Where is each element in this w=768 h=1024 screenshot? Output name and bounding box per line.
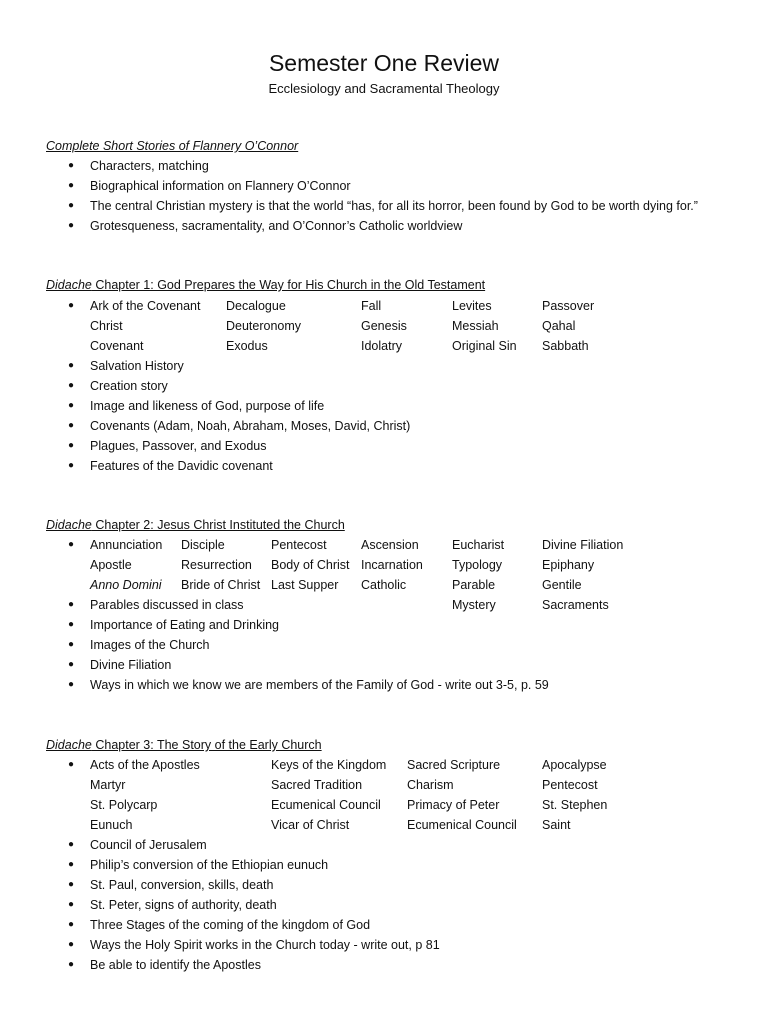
section-heading-flannery: [46, 137, 298, 155]
list-item-text: St. Paul, conversion, skills, death: [90, 878, 274, 892]
term: Pentecost: [271, 538, 327, 552]
term: Sacred Tradition: [271, 778, 363, 792]
list-item-text: Biographical information on Flannery O’Connor: [90, 179, 351, 193]
term-row: [0, 775, 768, 795]
list-item-text: Ways the Holy Spirit works in the Church today - write out, p 81: [90, 938, 440, 952]
term: Apostle: [90, 558, 132, 572]
term: Vicar of Christ: [271, 818, 350, 832]
list-item: [0, 895, 768, 915]
term: Epiphany: [542, 558, 595, 572]
term: Christ: [90, 319, 123, 333]
term: Fall: [361, 299, 382, 313]
section-heading-chapter2: [46, 516, 345, 534]
list-item: [0, 635, 768, 655]
list-item: [0, 436, 768, 456]
term: Charism: [407, 778, 454, 792]
list-item: [0, 456, 768, 476]
list-item: [0, 655, 768, 675]
bullet-icon: ●: [68, 420, 75, 431]
list-item-text: Image and likeness of God, purpose of life: [90, 399, 325, 413]
list-item-text: Characters, matching: [90, 159, 209, 173]
list-item: [0, 176, 768, 196]
section-heading-text: Chapter 3: The Story of the Early Church: [91, 738, 322, 752]
bullet-icon: ●: [68, 200, 75, 211]
list-item-text: Importance of Eating and Drinking: [90, 618, 279, 632]
term: Ark of the Covenant: [90, 299, 201, 313]
list-item-text: Creation story: [90, 379, 168, 393]
term: Parable: [452, 578, 496, 592]
bullet-icon: ●: [68, 160, 75, 171]
list-item-text: Covenants (Adam, Noah, Abraham, Moses, David, Christ): [90, 419, 411, 433]
list-item: [0, 915, 768, 935]
list-item: [0, 675, 768, 695]
list-item: [0, 595, 768, 615]
term: Keys of the Kingdom: [271, 758, 387, 772]
page-subtitle: Ecclesiology and Sacramental Theology: [268, 81, 500, 96]
section-heading-text: Chapter 1: God Prepares the Way for His Church in the Old Testament: [91, 278, 486, 292]
term: Anno Domini: [90, 578, 162, 592]
list-item-text: St. Peter, signs of authority, death: [90, 898, 277, 912]
list-item-text: Council of Jerusalem: [90, 838, 207, 852]
term: Typology: [452, 558, 503, 572]
term: Bride of Christ: [181, 578, 261, 592]
list-item-text: Philip’s conversion of the Ethiopian eunuch: [90, 858, 329, 872]
list-item-text: Plagues, Passover, and Exodus: [90, 439, 267, 453]
term: Exodus: [226, 339, 268, 353]
term: Annunciation: [90, 538, 163, 552]
bullet-icon: ●: [68, 539, 75, 550]
bullet-icon: ●: [68, 180, 75, 191]
bullet-icon: ●: [68, 959, 75, 970]
bullet-icon: ●: [68, 839, 75, 850]
page-title: Semester One Review: [268, 50, 500, 76]
term-row: [0, 755, 768, 775]
section-heading-italic: Didache: [46, 518, 92, 532]
list-item: [0, 935, 768, 955]
term: Catholic: [361, 578, 407, 592]
term: Incarnation: [361, 558, 423, 572]
term: Ascension: [361, 538, 419, 552]
term: Sacraments: [542, 598, 609, 612]
bullet-icon: ●: [68, 859, 75, 870]
term: Body of Christ: [271, 558, 350, 572]
bullet-icon: ●: [68, 879, 75, 890]
term: St. Stephen: [542, 798, 608, 812]
term: Genesis: [361, 319, 407, 333]
list-item: [0, 356, 768, 376]
term: Eucharist: [452, 538, 505, 552]
bullet-icon: ●: [68, 400, 75, 411]
list-item-text: Ways in which we know we are members of the Family of God - write out 3-5, p. 59: [90, 678, 549, 692]
bullet-icon: ●: [68, 659, 75, 670]
section-heading-text: Complete Short Stories of Flannery O’Connor: [46, 139, 299, 153]
list-item: [0, 416, 768, 436]
section-heading-italic: Didache: [46, 278, 92, 292]
term-row: [0, 535, 768, 555]
list-item: [0, 156, 768, 176]
bullet-icon: ●: [68, 440, 75, 451]
list-item-text: Three Stages of the coming of the kingdom of God: [90, 918, 371, 932]
term: Covenant: [90, 339, 144, 353]
list-item: [0, 216, 768, 236]
list-item: [0, 835, 768, 855]
term: Deuteronomy: [226, 319, 302, 333]
bullet-icon: ●: [68, 899, 75, 910]
list-item-text: Parables discussed in class: [90, 598, 244, 612]
term: Sacred Scripture: [407, 758, 501, 772]
term: Last Supper: [271, 578, 339, 592]
list-item: [0, 855, 768, 875]
bullet-icon: ●: [68, 939, 75, 950]
term: Levites: [452, 299, 492, 313]
bullet-icon: ●: [68, 460, 75, 471]
term-row: [0, 555, 768, 575]
term-row: [0, 815, 768, 835]
list-item: [0, 615, 768, 635]
term: Sabbath: [542, 339, 589, 353]
term: Ecumenical Council: [271, 798, 381, 812]
list-item-text: Divine Filiation: [90, 658, 172, 672]
list-item: [0, 875, 768, 895]
section-heading-chapter1: [46, 276, 485, 294]
bullet-icon: ●: [68, 380, 75, 391]
term: Mystery: [452, 598, 496, 612]
bullet-icon: ●: [68, 919, 75, 930]
term: Original Sin: [452, 339, 517, 353]
term: Passover: [542, 299, 595, 313]
term: St. Polycarp: [90, 798, 158, 812]
term: Martyr: [90, 778, 126, 792]
term: Saint: [542, 818, 571, 832]
bullet-icon: ●: [68, 619, 75, 630]
bullet-icon: ●: [68, 300, 75, 311]
term: Primacy of Peter: [407, 798, 500, 812]
bullet-icon: ●: [68, 599, 75, 610]
list-item: [0, 955, 768, 975]
term-row: [0, 336, 768, 356]
term: Eunuch: [90, 818, 133, 832]
section-heading-chapter3: [46, 736, 322, 754]
list-item-text: Be able to identify the Apostles: [90, 958, 261, 972]
bullet-icon: ●: [68, 220, 75, 231]
term-row: [0, 795, 768, 815]
section-heading-text: Chapter 2: Jesus Christ Instituted the Church: [91, 518, 345, 532]
term: Apocalypse: [542, 758, 607, 772]
term: Acts of the Apostles: [90, 758, 200, 772]
list-item-text: Salvation History: [90, 359, 184, 373]
list-item: [0, 196, 768, 216]
term-row: [0, 316, 768, 336]
term: Pentecost: [542, 778, 598, 792]
term: Disciple: [181, 538, 225, 552]
bullet-icon: ●: [68, 639, 75, 650]
bullet-icon: ●: [68, 679, 75, 690]
term: Idolatry: [361, 339, 402, 353]
section-heading-italic: Didache: [46, 738, 92, 752]
list-item-text: Grotesqueness, sacramentality, and O’Connor’s Catholic worldview: [90, 219, 463, 233]
term-row: [0, 296, 768, 316]
term: Decalogue: [226, 299, 286, 313]
term: Divine Filiation: [542, 538, 624, 552]
list-item-text: Features of the Davidic covenant: [90, 459, 273, 473]
term: Ecumenical Council: [407, 818, 517, 832]
term: Resurrection: [181, 558, 252, 572]
term: Gentile: [542, 578, 582, 592]
list-item: [0, 396, 768, 416]
list-item-text: The central Christian mystery is that the world “has, for all its horror, been found by God to be worth dying for.”: [90, 199, 698, 213]
term: Qahal: [542, 319, 576, 333]
bullet-icon: ●: [68, 360, 75, 371]
term: Messiah: [452, 319, 499, 333]
list-item: [0, 376, 768, 396]
list-item-text: Images of the Church: [90, 638, 210, 652]
bullet-icon: ●: [68, 759, 75, 770]
term-row: [0, 575, 768, 595]
